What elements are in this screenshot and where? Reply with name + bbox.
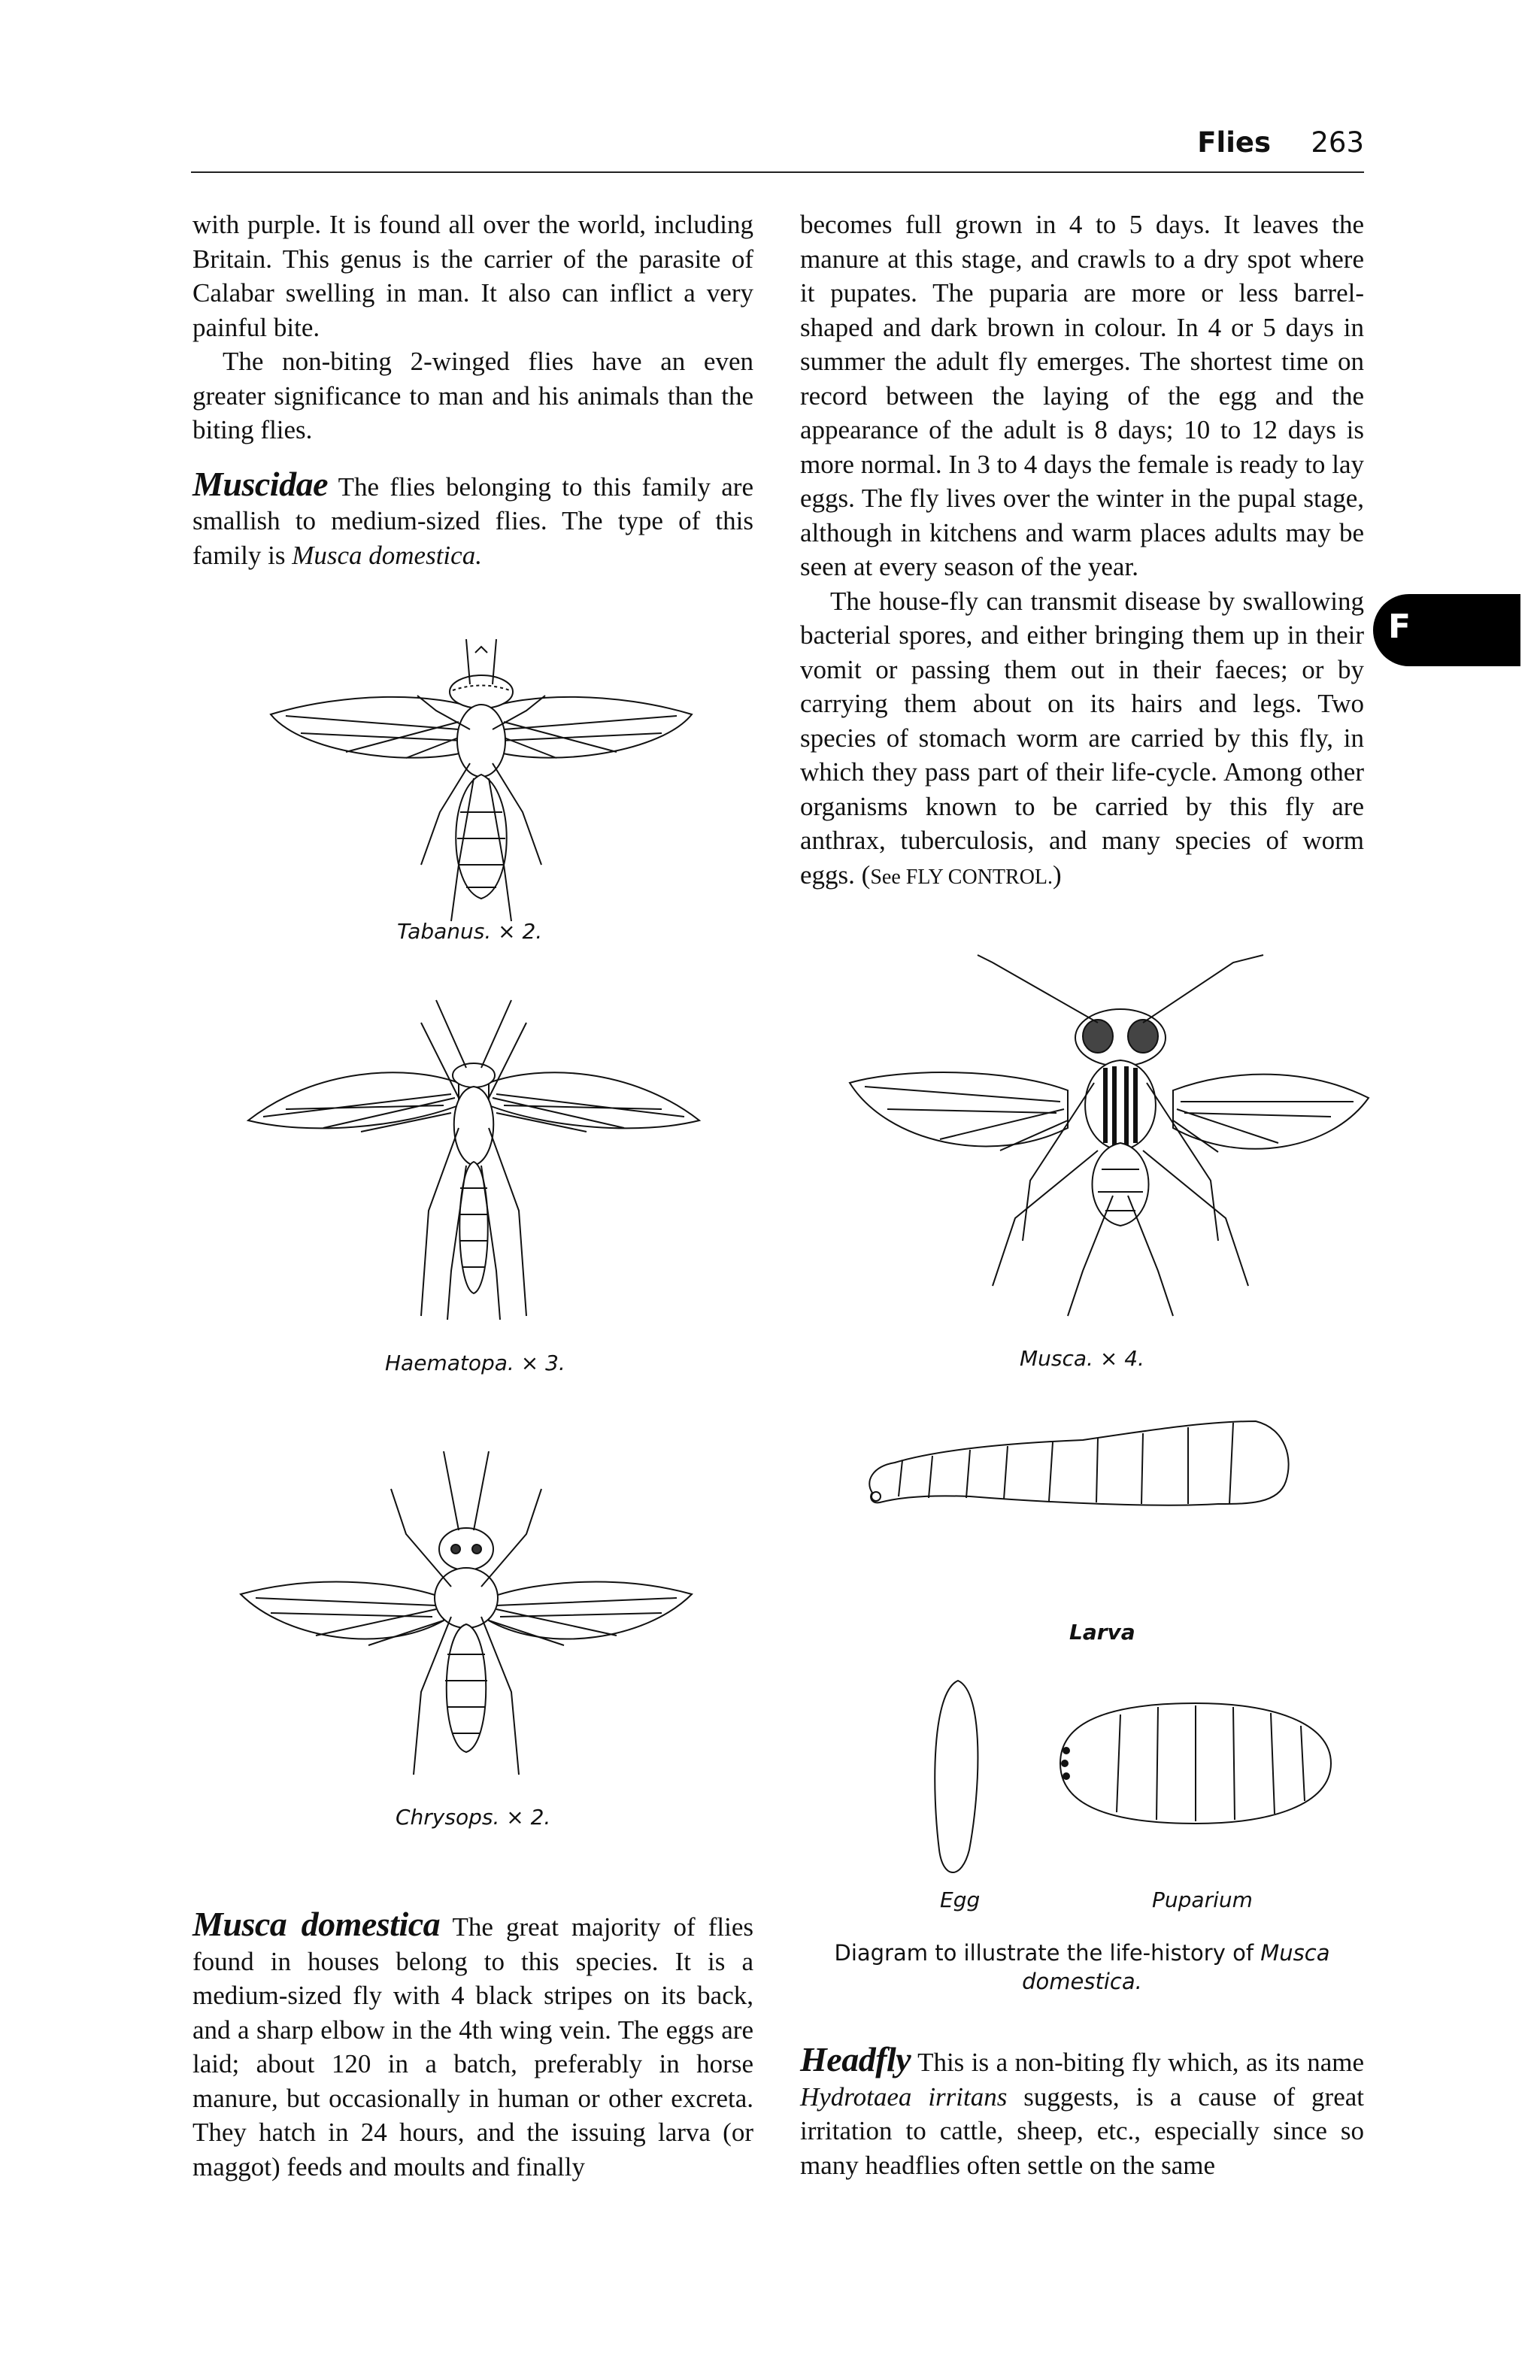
tabanus-caption: Tabanus. × 2. — [397, 919, 543, 944]
section-tab-letter: F — [1388, 608, 1411, 646]
muscidae-entry: Muscidae The flies belonging to this family are smallish to medium-sized flies. The type of this family is Musca domestica. — [192, 464, 753, 570]
headfly-species: Hydrotaea irritans — [800, 2081, 1008, 2112]
haematopa-caption: Haematopa. × 3. — [385, 1351, 565, 1375]
musca-domestica-entry: Musca domestica The great majority of flies found in houses belong to this species. It is a medium-sized fly with 4 black stripes on its back, and a sharp elbow in the 4th wing vein. The eggs are laid; about 120 in a batch, preferably in horse manure, but occasionally in human or other excreta. They hatch in 24 hours, and the issuing larva (or maggot) feeds and moults and finally — [192, 1905, 753, 2181]
left-column-top — [192, 208, 753, 572]
right-column-top — [800, 208, 1364, 894]
right-paragraph-2: The house-fly can transmit disease by swallowing bacterial spores, and either bringing them up in their vomit or passing them out in their faeces; or by carrying them about on its hairs and legs. Two species of stomach worm are carried by this fly, in which they pass part of their life-cycle. Among other organisms known to be carried by this fly are anthrax, tuberculosis, and many species of worm eggs. (See FLY CONTROL.) — [800, 586, 1364, 890]
life-history-caption: Diagram to illustrate the life-history of Musca domestica. — [834, 1940, 1330, 1994]
haematopa-illustration — [241, 985, 707, 1323]
larva-illustration — [857, 1406, 1293, 1511]
larva-caption: Larva — [1069, 1620, 1135, 1645]
header-rule — [191, 171, 1364, 173]
muscidae-heading: Muscidae — [192, 464, 328, 503]
tabanus-illustration — [256, 639, 707, 925]
egg-illustration — [928, 1677, 988, 1880]
headfly-entry: Headfly This is a non-biting fly which, as its name Hydrotaea irritans suggests, is a cause of great irritation to cattle, sheep, etc., especially since so many headflies often settle on the same — [800, 2040, 1364, 2180]
left-paragraph-1: with purple. It is found all over the world, including Britain. This genus is the carrier of the parasite of Calabar swelling in man. It also can inflict a very painful bite. — [192, 210, 753, 342]
section-tab — [1373, 594, 1520, 666]
musca-domestica-heading: Musca domestica — [192, 1905, 441, 1943]
page-number: 263 — [1311, 126, 1364, 159]
life-history-caption-species: Musca domestica. — [1022, 1940, 1330, 1994]
puparium-caption: Puparium — [1152, 1887, 1253, 1912]
chrysops-illustration — [241, 1444, 692, 1790]
musca-caption: Musca. × 4. — [1020, 1346, 1144, 1371]
egg-caption: Egg — [940, 1887, 981, 1912]
running-header — [191, 126, 1364, 171]
header-title: Flies — [1197, 126, 1271, 159]
right-paragraph-1: becomes full grown in 4 to 5 days. It leaves the manure at this stage, and crawls to a dry spot where it pupates. The puparia are more or less barrel-shaped and dark brown in colour. In 4 or 5 days in summer the adult fly emerges. The shortest time on record between the laying of the egg and the appearance of the adult is 8 days; 10 to 12 days is more normal. In 3 to 4 days the female is ready to lay eggs. The fly lives over the winter in the pupal stage, although in kitchens and warm places adults may be seen at every season of the year. — [800, 210, 1364, 581]
puparium-illustration — [1053, 1699, 1338, 1827]
right-column-bottom — [800, 2042, 1364, 2182]
headfly-heading: Headfly — [800, 2040, 911, 2078]
muscidae-species: Musca domestica. — [292, 540, 482, 570]
chrysops-caption: Chrysops. × 2. — [396, 1805, 551, 1830]
musca-illustration — [842, 955, 1384, 1316]
left-paragraph-2: The non-biting 2-winged flies have an even greater significance to man and his animals than the biting flies. — [192, 347, 753, 444]
cross-reference: See FLY CONTROL. — [870, 865, 1053, 889]
left-column-bottom — [192, 1907, 753, 2184]
